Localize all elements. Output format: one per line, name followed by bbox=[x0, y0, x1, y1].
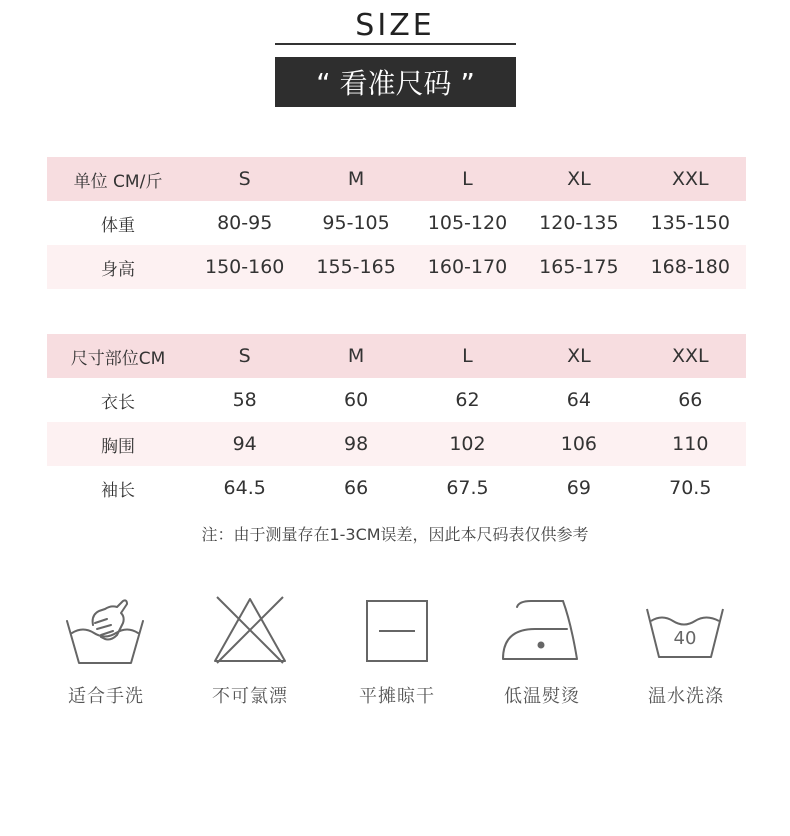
care-item-no-bleach bbox=[185, 595, 315, 708]
table-cell: 64 bbox=[566, 389, 591, 411]
garment-measurement-table bbox=[47, 334, 746, 510]
table-cell: 102 bbox=[449, 433, 486, 455]
table-cell: 150-160 bbox=[205, 256, 285, 278]
row-label: 身高 bbox=[101, 259, 135, 280]
care-label: 温水洗涤 bbox=[648, 686, 724, 707]
table-header-row bbox=[47, 334, 746, 378]
care-item-warm-wash bbox=[621, 595, 751, 708]
table-cell: 135-150 bbox=[650, 212, 730, 234]
table-cell: 94 bbox=[232, 433, 257, 455]
wash-temperature: 40 bbox=[673, 628, 697, 649]
table-cell: 62 bbox=[455, 389, 480, 411]
hand-wash-icon bbox=[61, 595, 151, 665]
warm-wash-icon bbox=[641, 595, 731, 665]
table-cell: 110 bbox=[672, 433, 709, 455]
header-cell: 单位 CM/斤 bbox=[73, 171, 163, 192]
table-cell: 66 bbox=[343, 477, 369, 499]
care-item-dry-flat bbox=[332, 595, 462, 708]
care-label: 适合手洗 bbox=[68, 686, 144, 707]
table-cell: 106 bbox=[560, 433, 597, 455]
row-label: 袖长 bbox=[101, 480, 135, 501]
row-label: 体重 bbox=[101, 215, 135, 236]
table-cell: 80-95 bbox=[217, 212, 273, 234]
table-cell: 66 bbox=[678, 389, 703, 411]
care-item-low-iron bbox=[477, 595, 607, 708]
table-row bbox=[47, 466, 746, 510]
title-underline bbox=[275, 43, 516, 45]
table-header-row bbox=[47, 157, 746, 201]
header-cell: XXL bbox=[671, 345, 709, 367]
table-row bbox=[47, 201, 746, 245]
table-cell: 105-120 bbox=[427, 212, 508, 234]
header-cell: S bbox=[238, 345, 251, 367]
table-cell: 64.5 bbox=[223, 477, 266, 499]
header-cell: L bbox=[462, 345, 473, 367]
table-cell: 69 bbox=[566, 477, 591, 499]
table-cell: 67.5 bbox=[446, 477, 489, 499]
table-cell: 155-165 bbox=[316, 256, 396, 278]
header-cell: M bbox=[347, 168, 365, 190]
table-cell: 168-180 bbox=[650, 256, 730, 278]
header-cell: 尺寸部位CM bbox=[70, 348, 166, 369]
row-label: 胸围 bbox=[101, 436, 135, 457]
no-bleach-icon bbox=[205, 595, 295, 665]
table-row bbox=[47, 422, 746, 466]
header-cell: XL bbox=[567, 168, 591, 190]
header-cell: L bbox=[462, 168, 473, 190]
care-label: 不可氯漂 bbox=[212, 686, 288, 707]
table-row bbox=[47, 378, 746, 422]
table-cell: 58 bbox=[232, 389, 257, 411]
header-cell: S bbox=[238, 168, 251, 190]
table-cell: 120-135 bbox=[539, 212, 619, 234]
table-cell: 60 bbox=[343, 389, 369, 411]
low-iron-icon bbox=[497, 595, 587, 665]
table-cell: 165-175 bbox=[539, 256, 619, 278]
header-cell: M bbox=[347, 345, 365, 367]
size-title: SIZE bbox=[355, 8, 435, 43]
care-label: 平摊晾干 bbox=[359, 686, 435, 707]
table-cell: 70.5 bbox=[669, 477, 712, 499]
table-cell: 95-105 bbox=[322, 212, 390, 234]
banner: “ 看准尺码 ” bbox=[275, 57, 516, 107]
care-item-hand-wash bbox=[41, 595, 171, 708]
measurement-note: 注：由于测量存在1-3CM误差，因此本尺码表仅供参考 bbox=[201, 525, 589, 544]
header-cell: XXL bbox=[671, 168, 709, 190]
table-cell: 160-170 bbox=[427, 256, 508, 278]
weight-height-table bbox=[47, 157, 746, 289]
dry-flat-icon bbox=[352, 595, 442, 665]
care-label: 低温熨烫 bbox=[504, 686, 580, 707]
row-label: 衣长 bbox=[101, 392, 135, 413]
table-row bbox=[47, 245, 746, 289]
table-cell: 98 bbox=[343, 433, 369, 455]
header-cell: XL bbox=[567, 345, 591, 367]
